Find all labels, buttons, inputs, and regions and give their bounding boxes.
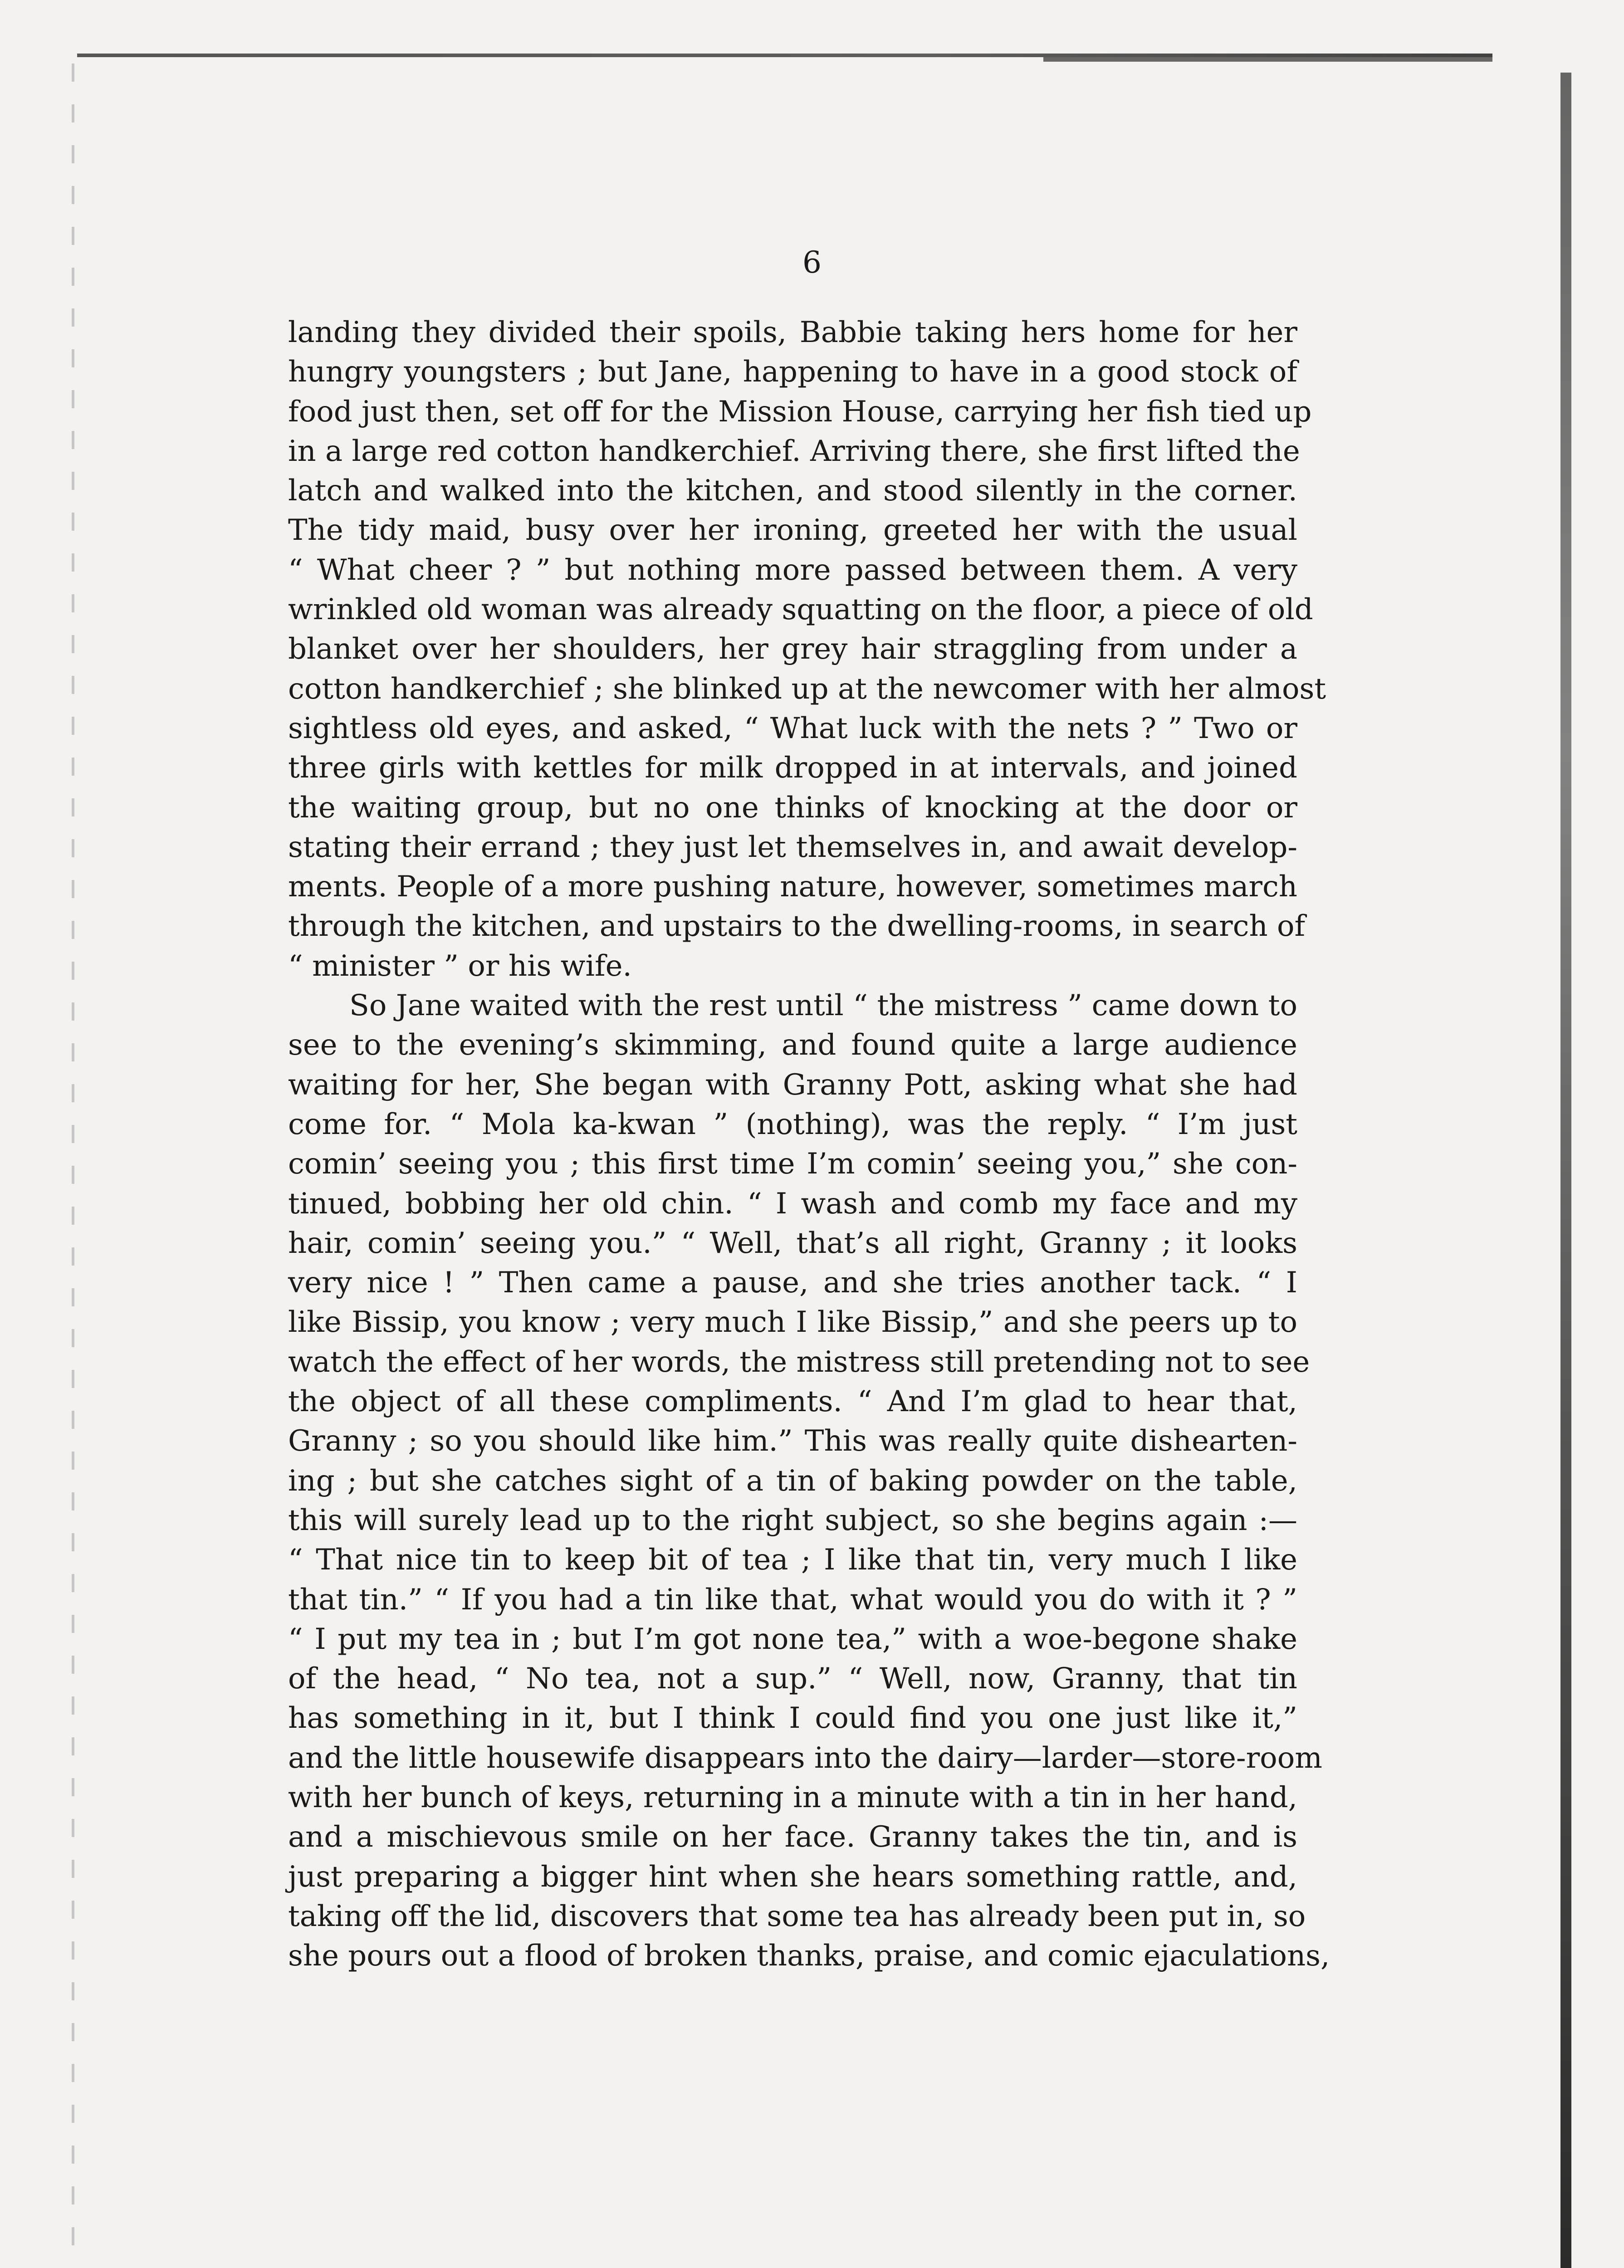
text-line: the waiting group, but no one thinks of knocking at the door or (288, 791, 1297, 825)
text-line: tinued, bobbing her old chin. “ I wash and comb my face and my (288, 1187, 1297, 1221)
left-edge-marks (72, 64, 74, 2268)
text-line: hair, comin’ seeing you.” “ Well, that’s all right, Granny ; it looks (288, 1226, 1297, 1260)
text-line: the object of all these compliments. “ And I’m glad to hear that, (288, 1385, 1297, 1419)
text-line: sightless old eyes, and asked, “ What luck with the nets ? ” Two or (288, 711, 1297, 745)
paragraph-1 (288, 313, 1326, 986)
paragraph-2 (288, 986, 1330, 1976)
text-line: food just then, set off for the Mission House, carrying her fish tied up (288, 395, 1312, 429)
top-rule-heavy (1043, 57, 1492, 62)
text-line: landing they divided their spoils, Babbie taking hers home for her (288, 316, 1297, 349)
text-line: in a large red cotton handkerchief. Arriving there, she first lifted the (288, 434, 1300, 468)
text-line: wrinkled old woman was already squatting on the floor, a piece of old (288, 593, 1313, 627)
text-line: “ That nice tin to keep bit of tea ; I like that tin, very much I like (288, 1543, 1297, 1577)
text-line: just preparing a bigger hint when she hears something rattle, and, (288, 1860, 1297, 1894)
text-line: three girls with kettles for milk dropped in at intervals, and joined (288, 751, 1297, 785)
text-line: “ minister ” or his wife. (288, 949, 632, 983)
text-line: latch and walked into the kitchen, and stood silently in the corner. (288, 474, 1297, 508)
text-line: very nice ! ” Then came a pause, and she tries another tack. “ I (288, 1266, 1297, 1300)
text-line: see to the evening’s skimming, and found quite a large audience (288, 1028, 1297, 1062)
text-line: “ What cheer ? ” but nothing more passed between them. A very (288, 553, 1297, 587)
top-rule (77, 54, 1492, 57)
text-line: like Bissip, you know ; very much I like Bissip,” and she peers up to (288, 1305, 1297, 1339)
text-line: and the little housewife disappears into the dairy—larder—store-room (288, 1741, 1322, 1775)
text-line: ing ; but she catches sight of a tin of baking powder on the table, (288, 1464, 1297, 1498)
text-line: stating their errand ; they just let themselves in, and await develop- (288, 830, 1297, 864)
text-line: Granny ; so you should like him.” This was really quite dishearten- (288, 1424, 1297, 1458)
text-line: So Jane waited with the rest until “ the mistress ” came down to (349, 989, 1297, 1023)
text-line: comin’ seeing you ; this first time I’m comin’ seeing you,” she con- (288, 1147, 1297, 1181)
text-line: come for. “ Mola ka-kwan ” (nothing), was the reply. “ I’m just (288, 1107, 1297, 1141)
text-line: waiting for her, She began with Granny Pott, asking what she had (288, 1068, 1297, 1102)
text-line: and a mischievous smile on her face. Granny takes the tin, and is (288, 1820, 1297, 1854)
text-line: watch the effect of her words, the mistress still pretending not to see (288, 1345, 1310, 1379)
text-line: blanket over her shoulders, her grey hair straggling from under a (288, 632, 1297, 666)
right-edge-shadow (1560, 73, 1571, 2268)
text-line: ments. People of a more pushing nature, however, sometimes march (288, 870, 1297, 904)
text-line: hungry youngsters ; but Jane, happening to have in a good stock of (288, 355, 1297, 389)
page-number: 6 (802, 245, 822, 280)
text-line: of the head, “ No tea, not a sup.” “ Well, now, Granny, that tin (288, 1662, 1297, 1696)
text-line: cotton handkerchief ; she blinked up at the newcomer with her almost (288, 672, 1326, 706)
text-line: taking off the lid, discovers that some tea has already been put in, so (288, 1899, 1306, 1933)
body-text (288, 313, 1330, 1976)
text-line: that tin.” “ If you had a tin like that, what would you do with it ? ” (288, 1583, 1297, 1617)
text-line: she pours out a flood of broken thanks, praise, and comic ejaculations, (288, 1939, 1330, 1973)
text-line: through the kitchen, and upstairs to the dwelling-rooms, in search of (288, 909, 1306, 943)
text-line: has something in it, but I think I could find you one just like it,” (288, 1701, 1297, 1735)
text-line: this will surely lead up to the right subject, so she begins again :— (288, 1503, 1297, 1537)
text-line: The tidy maid, busy over her ironing, greeted her with the usual (288, 513, 1297, 547)
text-line: “ I put my tea in ; but I’m got none tea,” with a woe-begone shake (288, 1622, 1297, 1656)
text-line: with her bunch of keys, returning in a minute with a tin in her hand, (288, 1780, 1297, 1814)
